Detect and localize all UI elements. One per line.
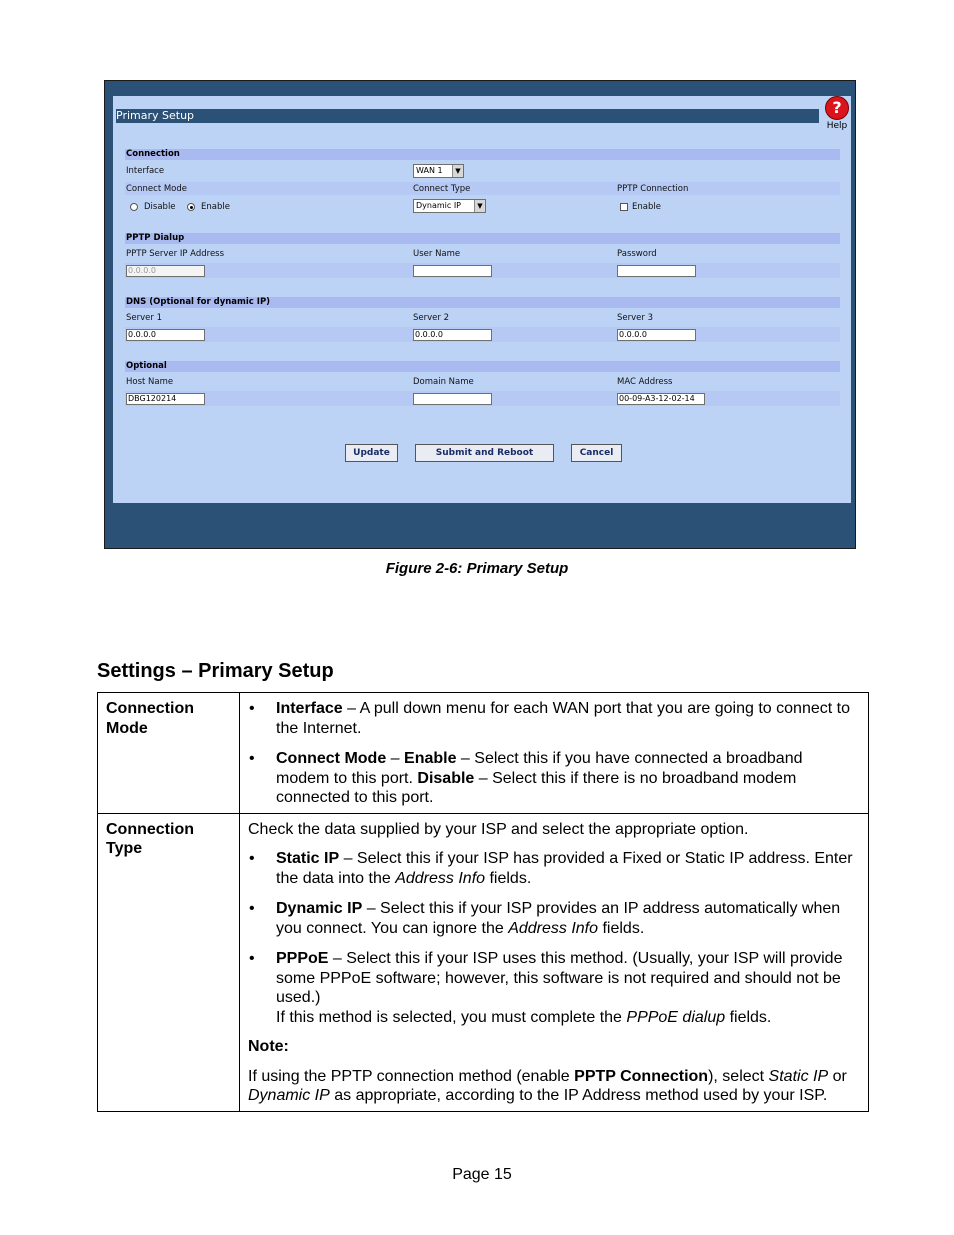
help-button[interactable] (822, 96, 852, 131)
password-label: Password (617, 249, 657, 259)
emphasis: PPPoE dialup (626, 1008, 726, 1026)
settings-table (97, 692, 869, 1112)
server1-label: Server 1 (126, 313, 162, 323)
list-item (248, 899, 860, 938)
question-mark-icon[interactable]: ? (825, 96, 849, 120)
bullet-list (248, 849, 860, 1027)
disable-radio[interactable] (130, 203, 138, 211)
section-optional: Optional (125, 361, 840, 372)
term: Enable (404, 750, 457, 767)
pptp-enable-label: Enable (632, 202, 661, 212)
table-row (98, 693, 869, 814)
list-item (248, 849, 860, 888)
section-pptp-dialup: PPTP Dialup (125, 233, 840, 244)
header-line: Connection (106, 700, 194, 717)
section-dns: DNS (Optional for dynamic IP) (125, 297, 840, 308)
desc: or (828, 1067, 847, 1085)
term: PPPoE (276, 950, 329, 967)
interface-select[interactable] (413, 164, 464, 178)
page-number: Page 15 (452, 1166, 512, 1183)
primary-setup-screenshot (104, 80, 856, 549)
row-header-connection-mode (98, 693, 240, 814)
bullet-list (248, 699, 860, 808)
connect-mode-label: Connect Mode (126, 184, 188, 194)
term: Static IP (276, 850, 340, 867)
disable-label: Disable (144, 202, 176, 212)
server1-input[interactable]: 0.0.0.0 (126, 329, 205, 341)
table-row (98, 813, 869, 1111)
desc: – Select this if your ISP has provided a Fixed or Static IP address. Enter the data into the (276, 850, 853, 887)
enable-radio[interactable] (187, 203, 195, 211)
domain-name-label: Domain Name (413, 377, 474, 387)
server2-label: Server 2 (413, 313, 449, 323)
password-input[interactable] (617, 265, 696, 277)
pptp-connection-label: PPTP Connection (617, 184, 689, 194)
server2-input[interactable]: 0.0.0.0 (413, 329, 492, 341)
desc: as appropriate, according to the IP Address method used by your ISP. (329, 1087, 828, 1104)
emphasis: Static IP (768, 1067, 829, 1085)
note-label (248, 1037, 860, 1057)
row-body-connection-type (240, 813, 869, 1111)
note-text (248, 1067, 860, 1106)
desc: fields. (725, 1008, 772, 1026)
help-label: Help (826, 121, 848, 131)
interface-value: WAN 1 (416, 166, 443, 175)
connect-type-select[interactable] (413, 199, 486, 213)
pptp-enable-checkbox[interactable] (620, 203, 628, 211)
connection-label-band (125, 182, 840, 195)
host-name-label: Host Name (126, 377, 174, 387)
user-name-input[interactable] (413, 265, 492, 277)
section-heading: Settings – Primary Setup (97, 660, 334, 682)
cancel-button[interactable]: Cancel (571, 444, 622, 462)
header-line: Mode (106, 719, 148, 737)
connect-type-value: Dynamic IP (416, 201, 462, 210)
section-connection: Connection (125, 149, 840, 160)
desc: – A pull down menu for each WAN port that you are going to connect to the Internet. (276, 700, 850, 737)
header-line: Connection (106, 820, 194, 838)
list-item (248, 949, 860, 1027)
list-item (248, 749, 860, 808)
header-line: Type (106, 840, 143, 857)
row-header-connection-type (98, 813, 240, 1111)
desc: If using the PPTP connection method (enable (248, 1067, 575, 1085)
domain-name-input[interactable] (413, 393, 492, 405)
pptp-server-ip-input[interactable]: 0.0.0.0 (126, 265, 205, 277)
update-button[interactable]: Update (345, 444, 398, 462)
desc: fields. (598, 919, 645, 937)
enable-label: Enable (201, 202, 230, 212)
emphasis: Address Info (508, 919, 599, 937)
setup-panel (113, 96, 851, 503)
desc: – Select this if you have connected a broadband modem to this port. (276, 750, 803, 787)
emphasis: Address Info (395, 869, 486, 887)
mac-address-label: MAC Address (617, 377, 673, 387)
term: PPTP Connection (574, 1067, 709, 1085)
host-name-input[interactable]: DBG120214 (126, 393, 205, 405)
figure-caption: Figure 2-6: Primary Setup (385, 560, 569, 577)
desc: – Select this if your ISP provides an IP address automatically when you connect. You can ignore the (276, 900, 841, 937)
server3-input[interactable]: 0.0.0.0 (617, 329, 696, 341)
panel-title: Primary Setup (116, 109, 819, 123)
desc: fields. (485, 869, 532, 887)
desc: ), select (708, 1067, 769, 1085)
term: Disable (417, 769, 475, 787)
row-body-connection-mode (240, 693, 869, 814)
note-title: Note: (248, 1038, 289, 1055)
emphasis: Dynamic IP (248, 1087, 330, 1104)
pptp-server-ip-label: PPTP Server IP Address (126, 249, 225, 259)
connect-type-label: Connect Type (413, 184, 471, 194)
mac-address-input[interactable]: 00-09-A3-12-02-14 (617, 393, 705, 405)
submit-and-reboot-button[interactable]: Submit and Reboot (415, 444, 554, 462)
desc: – Select this if your ISP uses this method. (Usually, your ISP will provide some PPPoE software; however, this software is not required and should not be used.) (276, 950, 843, 1006)
term: Dynamic IP (276, 900, 363, 917)
intro-text: Check the data supplied by your ISP and select the appropriate option. (248, 820, 749, 838)
chevron-down-icon[interactable]: ▼ (474, 200, 485, 212)
desc: – Select this if there is no broadband modem connected to this port. (276, 769, 797, 806)
desc: If this method is selected, you must complete the (276, 1008, 627, 1026)
chevron-down-icon[interactable]: ▼ (452, 165, 463, 177)
server3-label: Server 3 (617, 313, 653, 323)
term: Interface (276, 700, 343, 717)
desc: – (386, 750, 405, 767)
term: Connect Mode (276, 750, 387, 767)
interface-label: Interface (126, 166, 165, 176)
list-item (248, 699, 860, 738)
user-name-label: User Name (413, 249, 461, 259)
